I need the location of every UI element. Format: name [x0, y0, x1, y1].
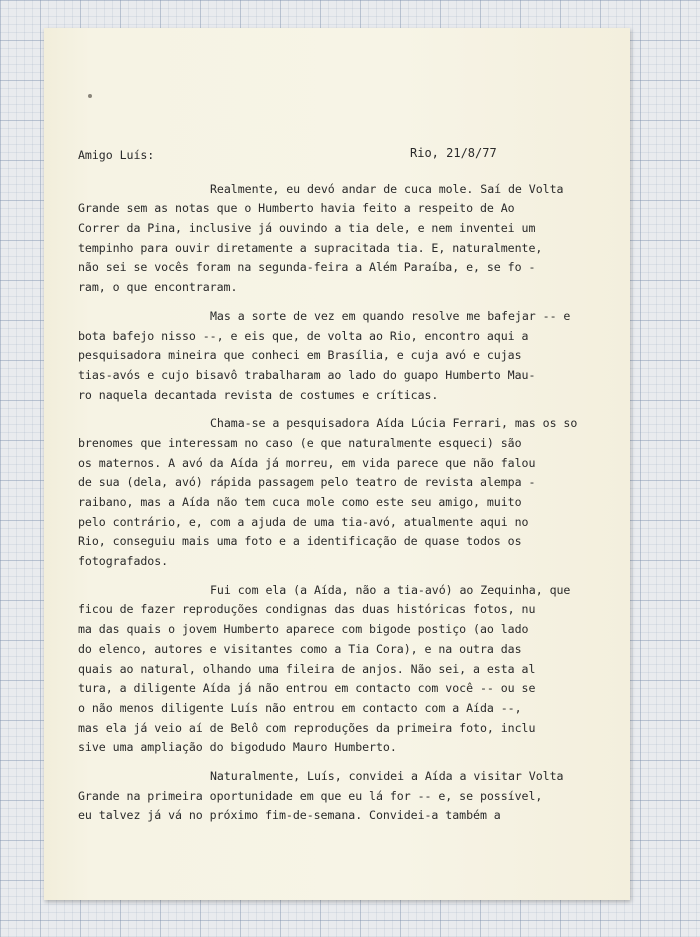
letter-date: Rio, 21/8/77: [410, 146, 497, 160]
text-line: eu talvez já vá no próximo fim-de-semana. Convidei-a também a: [78, 808, 501, 823]
text-line: tempinho para ouvir diretamente a supracitada tia. E, naturalmente,: [78, 240, 543, 255]
text-line: pelo contrário, e, com a ajuda de uma tia-avó, atualmente aqui no: [78, 514, 529, 529]
paragraph-5: [78, 767, 618, 826]
text-line: mas ela já veio aí de Belô com reproduções da primeira foto, inclu: [78, 720, 536, 735]
text-line: os maternos. A avó da Aída já morreu, em vida parece que não falou: [78, 455, 536, 470]
paragraph-3: [78, 414, 618, 572]
text-line: não sei se vocês foram na segunda-feira a Além Paraíba, e, se fo -: [78, 260, 536, 275]
text-line: ma das quais o jovem Humberto aparece com bigode postiço (ao lado: [78, 622, 529, 637]
text-line: Rio, conseguiu mais uma foto e a identificação de quase todos os: [78, 534, 522, 549]
text-line: do elenco, autores e visitantes como a Tia Cora), e na outra das: [78, 641, 522, 656]
text-line: sive uma ampliação do bigodudo Mauro Humberto.: [78, 740, 397, 755]
text-line: ficou de fazer reproduções condignas das duas históricas fotos, nu: [78, 602, 536, 617]
text-line: de sua (dela, avó) rápida passagem pelo teatro de revista alempa -: [78, 475, 536, 490]
text-line: Correr da Pina, inclusive já ouvindo a tia dele, e nem inventei um: [78, 221, 536, 236]
text-line: raibano, mas a Aída não tem cuca mole como este seu amigo, muito: [78, 495, 522, 510]
paragraph-4: [78, 581, 618, 758]
text-line: Grande na primeira oportunidade em que eu lá for -- e, se possível,: [78, 788, 543, 803]
salutation: Amigo Luís:: [78, 148, 155, 162]
text-line: bota bafejo nisso --, e eis que, de volta ao Rio, encontro aqui a: [78, 328, 529, 343]
text-line: Fui com ela (a Aída, não a tia-avó) ao Zequinha, que: [210, 582, 571, 597]
text-line: quais ao natural, olhando uma fileira de anjos. Não sei, a esta al: [78, 661, 536, 676]
text-line: tura, a diligente Aída já não entrou em contacto com você -- ou se: [78, 681, 536, 696]
text-line: Grande sem as notas que o Humberto havia feito a respeito de Ao: [78, 201, 515, 216]
paragraph-1: [78, 180, 618, 298]
paragraph-2: [78, 307, 618, 405]
punch-mark: [88, 94, 92, 98]
text-line: ro naquela decantada revista de costumes e críticas.: [78, 387, 439, 402]
text-line: pesquisadora mineira que conheci em Brasília, e cuja avó e cujas: [78, 348, 522, 363]
letter-body: [78, 146, 618, 835]
text-line: o não menos diligente Luís não entrou em contacto com a Aída --,: [78, 700, 522, 715]
text-line: brenomes que interessam no caso (e que naturalmente esqueci) são: [78, 435, 522, 450]
text-line: ram, o que encontraram.: [78, 280, 238, 295]
text-line: Chama-se a pesquisadora Aída Lúcia Ferrari, mas os so: [210, 416, 578, 431]
text-line: Naturalmente, Luís, convidei a Aída a visitar Volta: [210, 768, 564, 783]
text-line: fotografados.: [78, 554, 169, 569]
text-line: Realmente, eu devó andar de cuca mole. Saí de Volta: [210, 181, 564, 196]
text-line: Mas a sorte de vez em quando resolve me bafejar -- e: [210, 308, 571, 323]
text-line: tias-avós e cujo bisavô trabalharam ao lado do guapo Humberto Mau-: [78, 367, 536, 382]
